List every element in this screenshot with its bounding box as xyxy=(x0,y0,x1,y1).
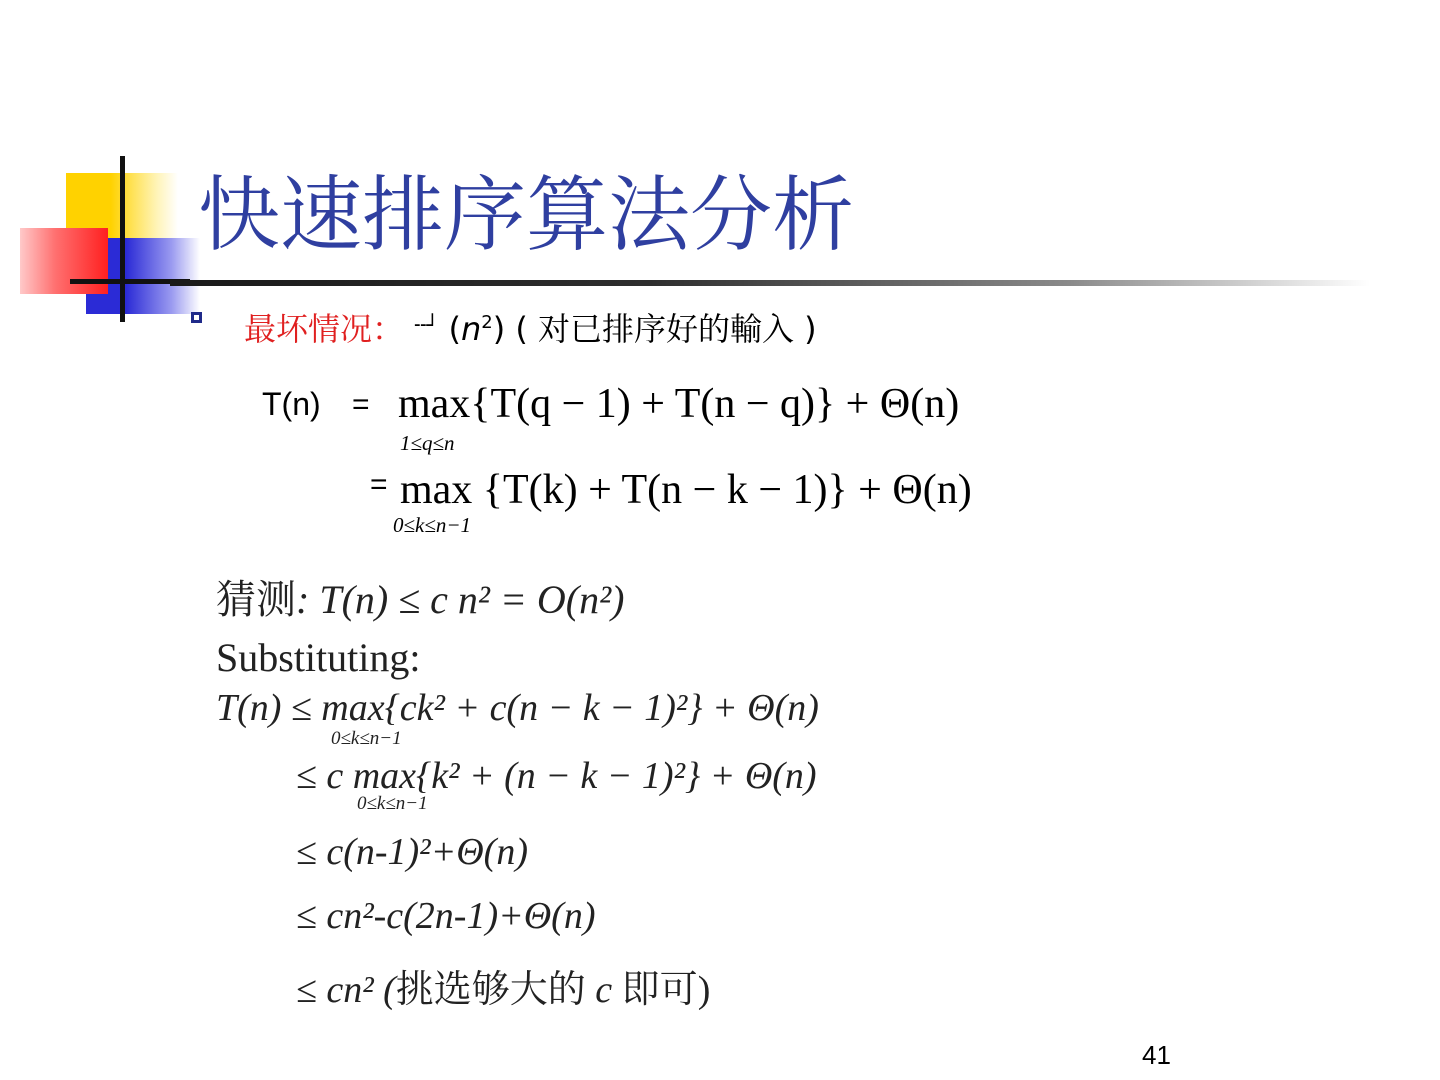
proof-line-1: T(n) ≤ max{ck² + c(n − k − 1)²} + Θ(n) xyxy=(216,687,819,729)
substituting-label: Substituting: xyxy=(216,635,421,680)
complexity-close: ) xyxy=(492,310,506,348)
proof-line-3: ≤ c(n-1)²+Θ(n) xyxy=(296,831,528,873)
page-number: 41 xyxy=(1142,1040,1171,1070)
complexity-open: ( xyxy=(448,310,461,348)
proof-line-5-expr: ≤ cn² ( xyxy=(296,969,396,1011)
worst-case-colon: ： xyxy=(372,310,405,348)
worst-case-note: ( 对已排序好的輸入 ) xyxy=(515,310,817,348)
proof-line-5-c: c xyxy=(585,969,622,1011)
recurrence-eq-sign-2: = xyxy=(370,468,388,501)
theta-glyph: ╌┘ xyxy=(414,313,439,337)
proof-line-1-subscript: 0≤k≤n−1 xyxy=(331,728,402,749)
guess-expression: : T(n) ≤ c n² = O(n²) xyxy=(296,577,625,622)
recurrence-eq-sign-1: = xyxy=(352,388,370,421)
complexity-n: n xyxy=(460,310,482,348)
proof-line-2: ≤ c max{k² + (n − k − 1)²} + Θ(n) xyxy=(296,755,817,797)
proof-line-5-note-b: 即可 xyxy=(621,967,698,1011)
recurrence-row-1-subscript: 1≤q≤n xyxy=(400,431,455,455)
recurrence-tn-label: T(n) xyxy=(262,386,321,422)
recurrence-row-2: max {T(k) + T(n − k − 1)} + Θ(n) xyxy=(400,467,972,513)
worst-case-label: 最坏情况 xyxy=(244,310,373,348)
proof-line-4: ≤ cn²-c(2n-1)+Θ(n) xyxy=(296,895,596,937)
title-underline xyxy=(170,280,1370,286)
recurrence-row-1: max{T(q − 1) + T(n − q)} + Θ(n) xyxy=(398,381,960,427)
recurrence-row-2-subscript: 0≤k≤n−1 xyxy=(393,513,472,537)
logo-red-square xyxy=(20,228,108,294)
guess-label: 猜测 xyxy=(216,577,296,623)
complexity-exp: 2 xyxy=(481,312,493,333)
guess-line xyxy=(216,568,624,625)
slide-title: 快速排序算法分析 xyxy=(198,168,855,263)
logo-vertical-line xyxy=(120,156,125,322)
proof-line-5-note-a: 挑选够大的 xyxy=(395,967,586,1011)
proof-line-2-subscript: 0≤k≤n−1 xyxy=(357,793,428,814)
worst-case-line xyxy=(244,300,817,352)
proof-line-5 xyxy=(296,958,710,1013)
proof-line-5-close: ) xyxy=(697,969,711,1011)
bullet-square-icon xyxy=(191,312,202,323)
